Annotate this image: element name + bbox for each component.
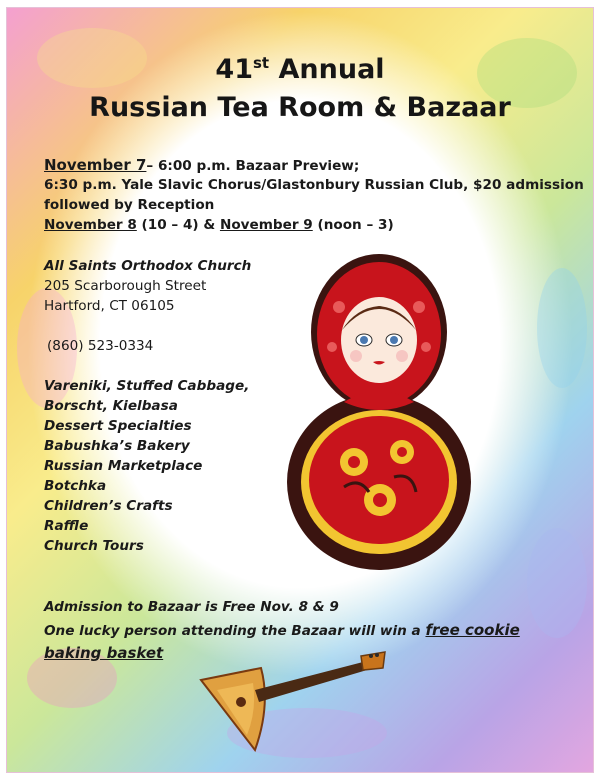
balalaika-soundhole <box>236 697 246 707</box>
doll-right-cheek <box>396 350 408 362</box>
tuning-peg <box>375 653 379 657</box>
flyer <box>6 7 594 773</box>
doll-apron <box>309 416 449 544</box>
title-number: 41 <box>215 54 253 85</box>
reception-line: followed by Reception <box>44 197 215 213</box>
bazaar-dates-line <box>44 215 394 235</box>
feature-item: Russian Marketplace <box>44 458 203 474</box>
apron-flower-center <box>348 456 360 468</box>
feature-item: Vareniki, Stuffed Cabbage, <box>44 378 250 394</box>
feature-item: Dessert Specialties <box>44 418 192 434</box>
features-list <box>44 376 249 556</box>
church-name: All Saints Orthodox Church <box>44 258 252 274</box>
raffle-text: One lucky person attending the Bazaar will win a <box>44 623 421 639</box>
date-nov8: November 8 <box>44 217 137 233</box>
feature-item: Borscht, Kielbasa <box>44 398 178 414</box>
tuning-peg <box>369 654 373 658</box>
scarf-pattern <box>413 301 425 313</box>
feature-item: Church Tours <box>44 538 144 554</box>
hours-nov9: (noon – 3) <box>317 217 394 233</box>
hours-nov8: (10 – 4) & <box>141 217 216 233</box>
scarf-pattern <box>421 342 431 352</box>
feature-item: Raffle <box>44 518 89 534</box>
church-city: Hartford, CT 06105 <box>44 298 175 314</box>
matryoshka-doll-illustration <box>284 252 474 572</box>
prize-text: free cookie baking basket <box>44 621 520 662</box>
admission-note: Admission to Bazaar is Free Nov. 8 & 9 <box>44 599 339 615</box>
church-street: 205 Scarborough Street <box>44 278 207 294</box>
phone-number: (860) 523-0334 <box>47 338 154 354</box>
preview-line <box>44 155 359 176</box>
doll-face <box>341 297 417 383</box>
title-ordinal-suffix: st <box>253 54 270 72</box>
doll-left-iris <box>360 336 368 344</box>
scarf-pattern <box>327 342 337 352</box>
chorus-line: 6:30 p.m. Yale Slavic Chorus/Glastonbury Russian Club, $20 admission <box>44 177 584 193</box>
doll-right-iris <box>390 336 398 344</box>
balalaika-illustration <box>193 650 387 760</box>
date-nov9: November 9 <box>219 217 313 233</box>
scarf-pattern <box>333 301 345 313</box>
title-line-2: Russian Tea Room & Bazaar <box>89 92 511 123</box>
balalaika-neck <box>255 662 367 702</box>
balalaika-head <box>361 652 385 670</box>
title-annual: Annual <box>278 54 385 85</box>
doll-left-cheek <box>350 350 362 362</box>
title-line-1 <box>7 54 593 85</box>
feature-item: Botchka <box>44 478 107 494</box>
preview-date: November 7 <box>44 156 147 174</box>
preview-text: – 6:00 p.m. Bazaar Preview; <box>146 158 360 174</box>
paint-speck <box>537 268 587 388</box>
apron-flower-center <box>397 447 407 457</box>
apron-flower-center <box>373 493 387 507</box>
feature-item: Babushka’s Bakery <box>44 438 190 454</box>
feature-item: Children’s Crafts <box>44 498 173 514</box>
